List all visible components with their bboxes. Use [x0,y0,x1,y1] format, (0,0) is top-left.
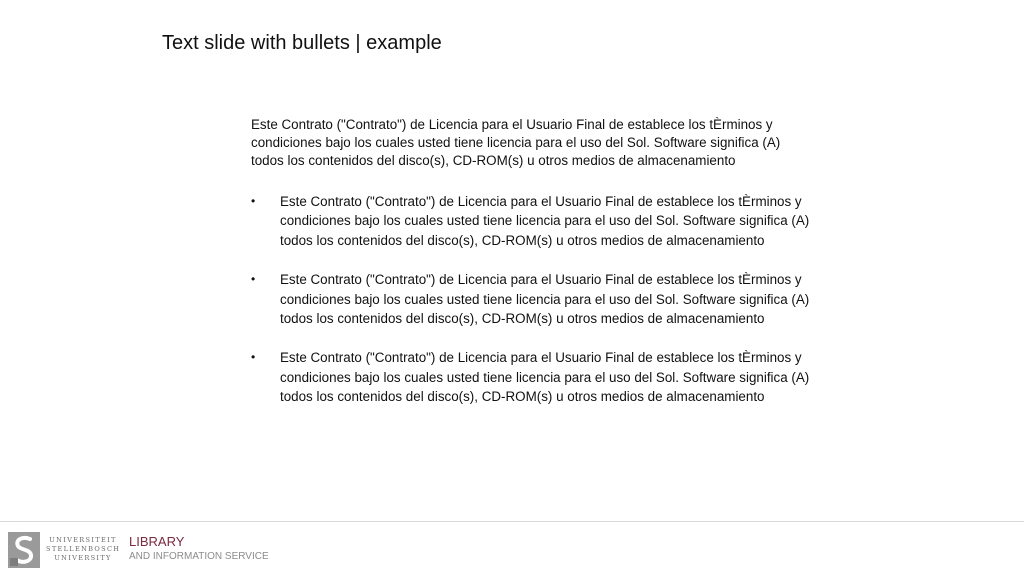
intro-paragraph: Este Contrato ("Contrato") de Licencia para el Usuario Final de establece los tÈrminos y condiciones bajo los cuales usted tiene licencia para el uso del Sol. Software significa (A) todos los contenidos del disco(s), CD-ROM(s) u otros medios de almacenamiento [251,117,781,168]
stellenbosch-crest-icon [8,532,40,568]
footer-divider [0,521,1024,522]
bullet-item [251,348,811,406]
university-line: STELLENBOSCH [46,545,121,553]
bullet-dot: • [251,350,256,365]
bullet-text: Este Contrato ("Contrato") de Licencia para el Usuario Final de establece los tÈrminos y condiciones bajo los cuales usted tiene licencia para el uso del Sol. Software significa (A) todos los contenidos del disco(s), CD-ROM(s) u otros medios de almacenamiento [280,272,810,327]
library-title: LIBRARY [129,534,185,549]
library-subtitle: AND INFORMATION SERVICE [129,551,269,562]
bullet-item [251,192,811,250]
bullet-text: Este Contrato ("Contrato") de Licencia para el Usuario Final de establece los tÈrminos y condiciones bajo los cuales usted tiene licencia para el uso del Sol. Software significa (A) todos los contenidos del disco(s), CD-ROM(s) u otros medios de almacenamiento [280,350,810,405]
university-name [46,536,120,563]
slide-body [251,116,811,427]
university-line: UNIVERSITY [54,554,112,562]
bullet-dot: • [251,194,256,208]
slide-title: Text slide with bullets | example [162,32,442,54]
bullet-list [251,192,811,407]
footer [8,532,308,568]
bullet-item [251,270,811,328]
bullet-text: Este Contrato ("Contrato") de Licencia para el Usuario Final de establece los tÈrminos y condiciones bajo los cuales usted tiene licencia para el uso del Sol. Software significa (A) todos los contenidos del disco(s), CD-ROM(s) u otros medios de almacenamiento [280,194,810,248]
university-line: UNIVERSITEIT [49,536,117,544]
bullet-dot: • [251,272,256,287]
